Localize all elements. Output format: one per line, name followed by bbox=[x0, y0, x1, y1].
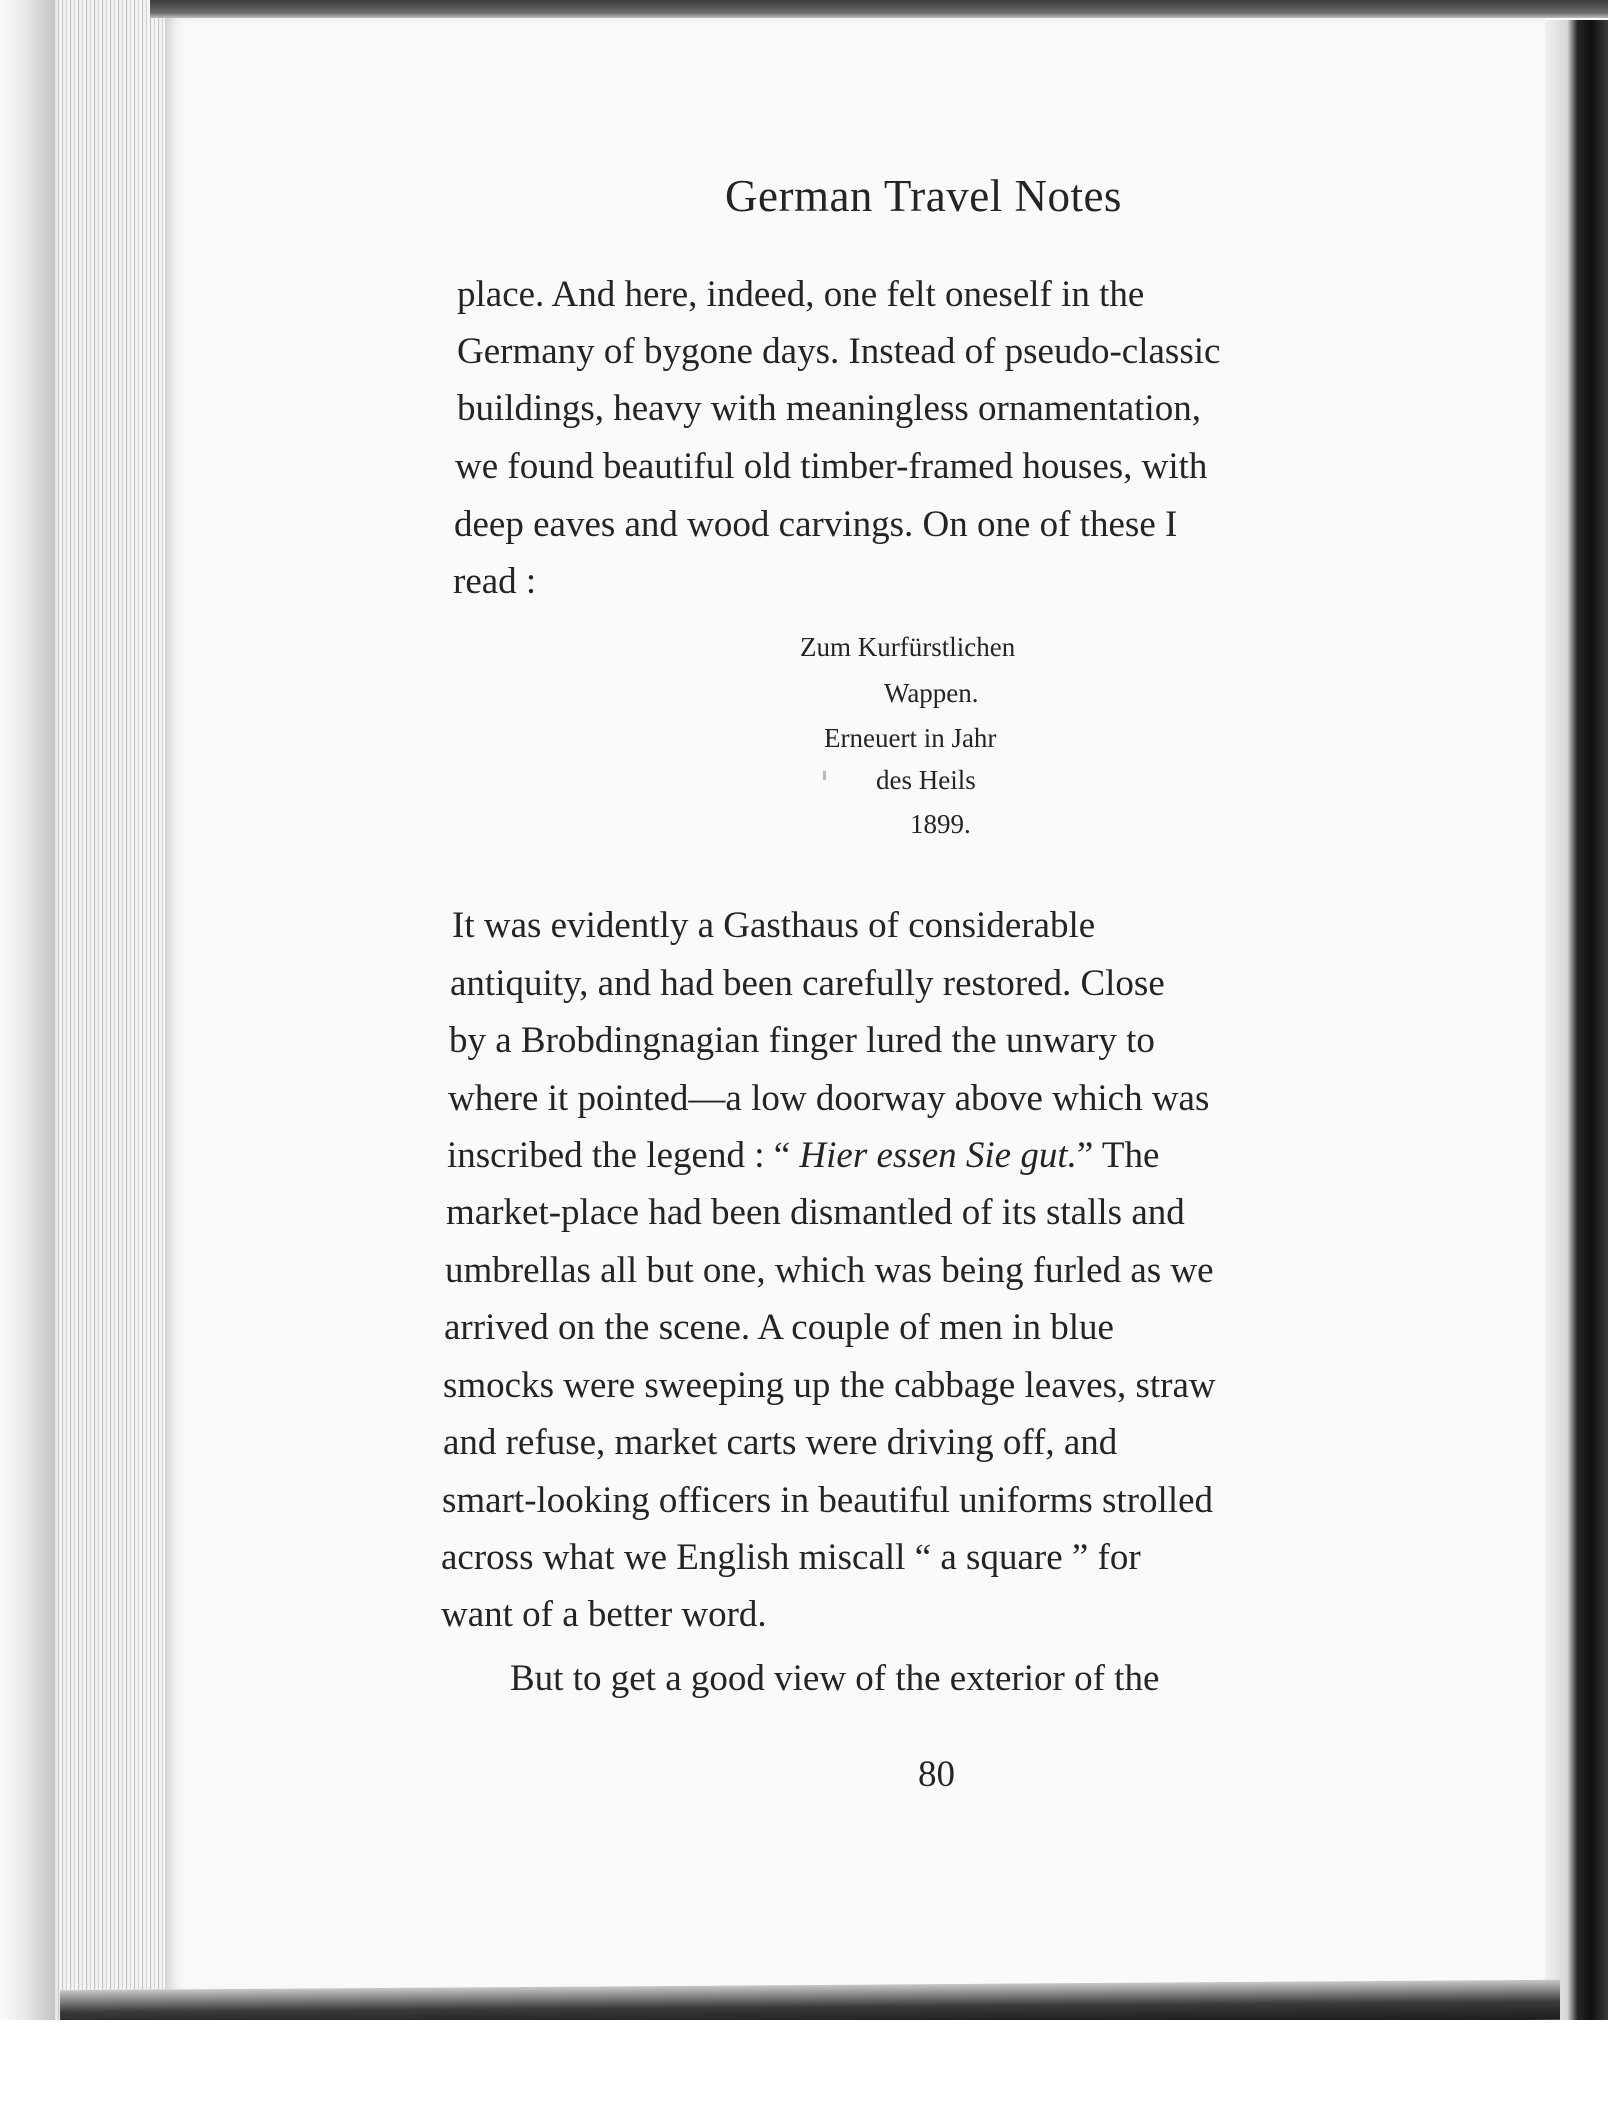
para2-line: smocks were sweeping up the cabbage leaves, straw bbox=[443, 1365, 1216, 1406]
para2-line: market-place had been dismantled of its stalls and bbox=[446, 1192, 1185, 1233]
para1-line: place. And here, indeed, one felt oneself in the bbox=[457, 274, 1145, 315]
para2-line: by a Brobdingnagian finger lured the unwary to bbox=[449, 1020, 1155, 1061]
para1-line: buildings, heavy with meaningless ornamentation, bbox=[457, 388, 1201, 429]
para2-line: across what we English miscall “ a square ” for bbox=[441, 1537, 1141, 1578]
para2-line: and refuse, market carts were driving off, and bbox=[443, 1422, 1118, 1463]
legend-text: inscribed the legend : “ bbox=[447, 1135, 800, 1176]
inscription-line: 1899. bbox=[910, 809, 971, 839]
running-head: German Travel Notes bbox=[725, 171, 1122, 221]
para2-line: arrived on the scene. A couple of men in blue bbox=[444, 1307, 1114, 1348]
para2-line: It was evidently a Gasthaus of considerable bbox=[452, 905, 1096, 946]
bottom-margin bbox=[0, 2020, 1608, 2128]
inscription-line: Erneuert in Jahr bbox=[824, 723, 997, 753]
legend-italic: Hier essen Sie gut. bbox=[799, 1135, 1077, 1176]
book-binding-edge bbox=[0, 0, 60, 2128]
para1-line: deep eaves and wood carvings. On one of these I bbox=[454, 504, 1178, 545]
para1-line: read : bbox=[453, 561, 537, 602]
legend-text-after: ” The bbox=[1076, 1135, 1160, 1176]
para2-line: where it pointed—a low doorway above which was bbox=[448, 1078, 1210, 1119]
para2-line: smart-looking officers in beautiful uniforms strolled bbox=[442, 1480, 1214, 1521]
print-speck bbox=[823, 771, 826, 780]
top-shadow bbox=[150, 0, 1608, 18]
inscription-line: Wappen. bbox=[884, 678, 979, 708]
para2-line: umbrellas all but one, which was being furled as we bbox=[445, 1250, 1214, 1291]
para2-line: antiquity, and had been carefully restored. Close bbox=[450, 963, 1165, 1004]
inscription-line: des Heils bbox=[876, 765, 976, 795]
right-book-edge bbox=[1540, 20, 1608, 2030]
para3-line: But to get a good view of the exterior of the bbox=[510, 1658, 1160, 1699]
page-number: 80 bbox=[918, 1754, 955, 1795]
para2-line: want of a better word. bbox=[441, 1594, 767, 1635]
para1-line: Germany of bygone days. Instead of pseudo-classic bbox=[457, 331, 1221, 372]
para2-legend-line bbox=[447, 1134, 1159, 1178]
para1-line: we found beautiful old timber-framed houses, with bbox=[455, 446, 1208, 487]
inscription-line: Zum Kurfürstlichen bbox=[800, 632, 1016, 662]
